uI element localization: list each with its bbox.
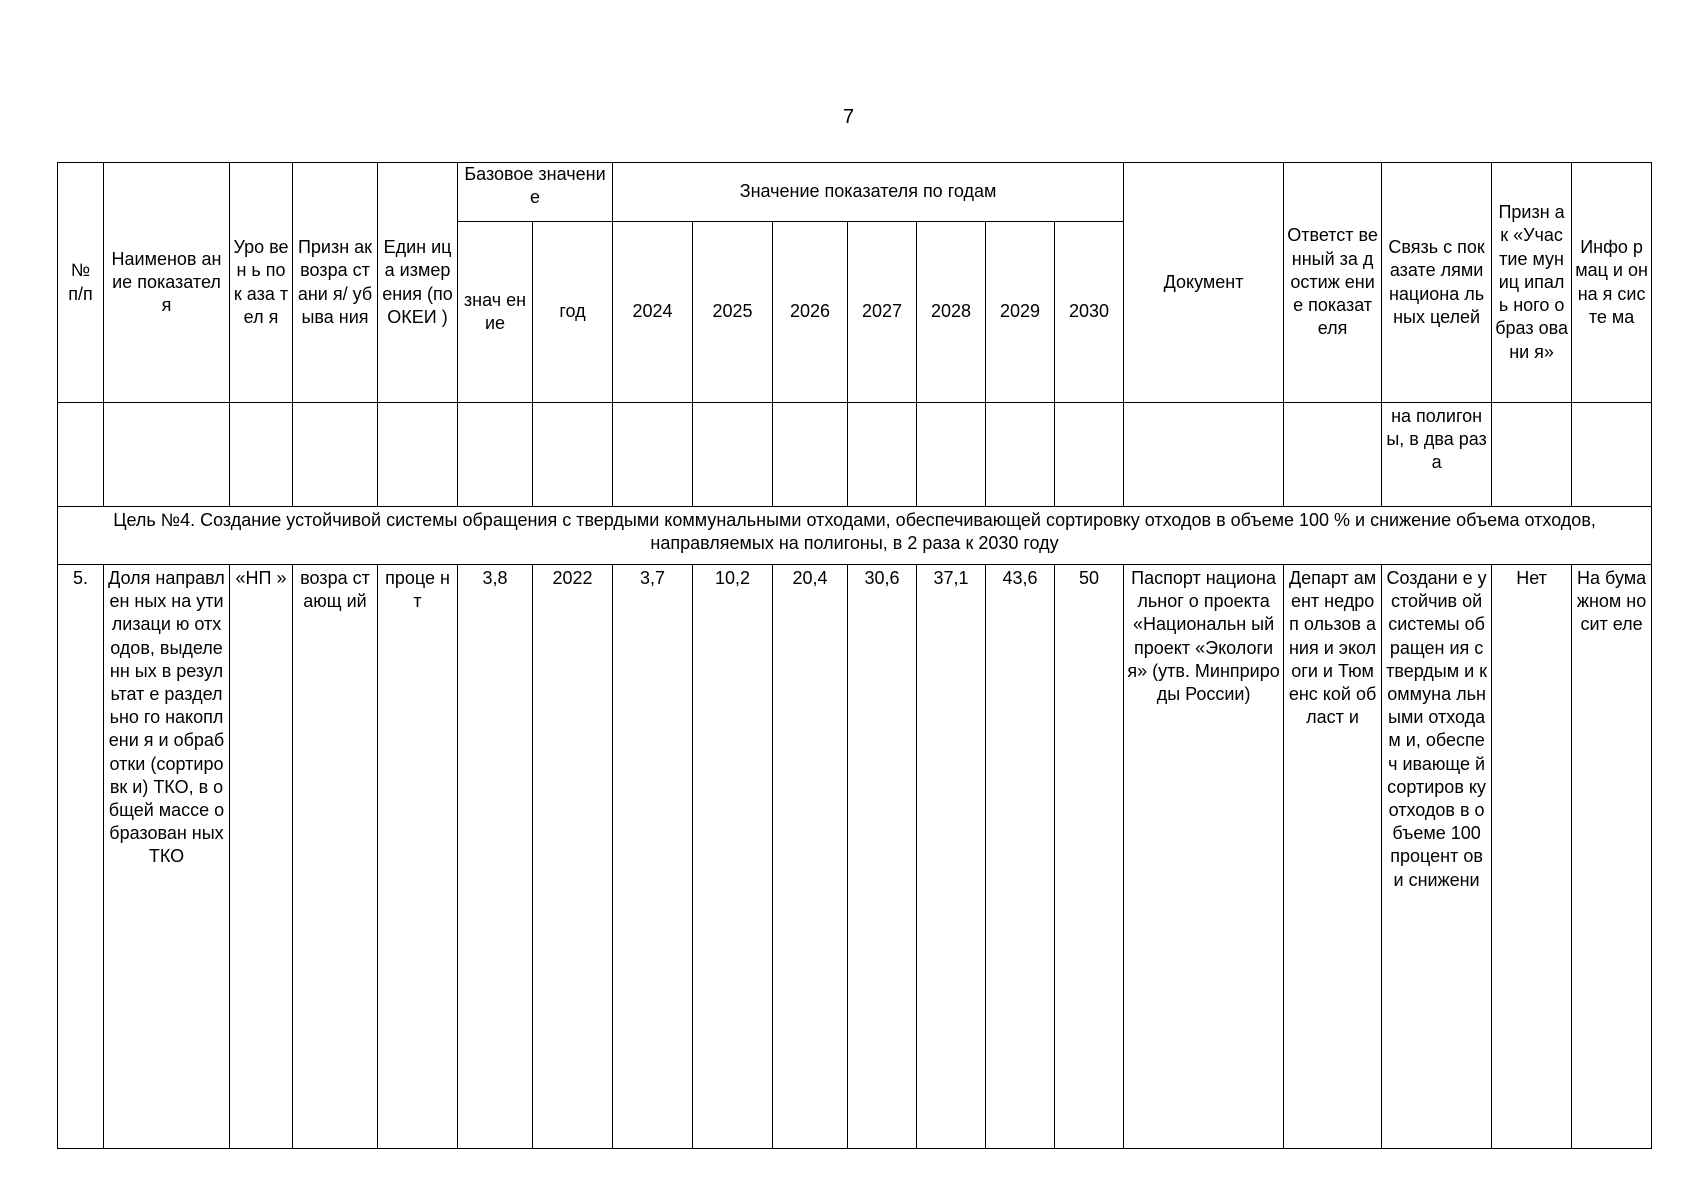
- table-row: [58, 565, 1652, 1149]
- row-link: Создани е устойчив ой системы обращен ия с твердым и коммуна льными отходам и, обеспеч ивающе й сортиров ку отходов в объеме 100 процент ов и снижени: [1382, 565, 1492, 1149]
- row-value-2024: 3,7: [613, 565, 693, 1149]
- cont-cell: [1492, 403, 1572, 507]
- header-level: Уро вен ь пок аза тел я: [230, 163, 293, 403]
- header-sign: Призн ак возра стани я/ убыва ния: [293, 163, 378, 403]
- header-base-year: год: [533, 222, 613, 403]
- cont-cell: [917, 403, 986, 507]
- row-municipal: Нет: [1492, 565, 1572, 1149]
- row-num: 5.: [58, 565, 104, 1149]
- cont-cell: [378, 403, 458, 507]
- header-num: № п/п: [58, 163, 104, 403]
- header-year-2030: 2030: [1055, 222, 1124, 403]
- header-name: Наименов ание показател я: [104, 163, 230, 403]
- cont-cell: [533, 403, 613, 507]
- header-document: Документ: [1124, 163, 1284, 403]
- row-value-2028: 37,1: [917, 565, 986, 1149]
- cont-cell: [1572, 403, 1652, 507]
- goal-row: [58, 507, 1652, 565]
- header-years-group: Значение показателя по годам: [613, 163, 1124, 222]
- row-document: Паспорт национальног о проекта «Национальн ый проект «Экология» (утв. Минприроды России): [1124, 565, 1284, 1149]
- row-info: На бума жном носит еле: [1572, 565, 1652, 1149]
- page-number: 7: [842, 106, 855, 128]
- cont-cell: [986, 403, 1055, 507]
- row-base-year: 2022: [533, 565, 613, 1149]
- cont-cell: [848, 403, 917, 507]
- row-value-2030: 50: [1055, 565, 1124, 1149]
- header-year-2025: 2025: [693, 222, 773, 403]
- header-year-2028: 2028: [917, 222, 986, 403]
- header-unit: Един ица измер ения (по ОКЕИ ): [378, 163, 458, 403]
- cont-cell: [1124, 403, 1284, 507]
- row-name: Доля направлен ных на утилизаци ю отходов, выделенн ых в результат е раздельно го накоплени я и обработки (сортировк и) ТКО, в общей массе образован ных ТКО: [104, 565, 230, 1149]
- cont-cell: [104, 403, 230, 507]
- row-base-value: 3,8: [458, 565, 533, 1149]
- header-link: Связь с показате лями национа льных целей: [1382, 163, 1492, 403]
- header-base: Базовое значение: [458, 163, 613, 222]
- goal-text: Цель №4. Создание устойчивой системы обращения с твердыми коммунальными отходами, обеспечивающей сортировку отходов в объеме 100 % и снижение объема отходов, направляемых на полигоны, в 2 раза к 2030 году: [58, 507, 1652, 565]
- cont-cell: [613, 403, 693, 507]
- cont-link-cell: на полигон ы, в два раза: [1382, 403, 1492, 507]
- row-value-2027: 30,6: [848, 565, 917, 1149]
- header-year-2027: 2027: [848, 222, 917, 403]
- header-base-value: знач ение: [458, 222, 533, 403]
- cont-cell: [1284, 403, 1382, 507]
- cont-cell: [293, 403, 378, 507]
- row-level: «НП »: [230, 565, 293, 1149]
- cont-cell: [458, 403, 533, 507]
- header-year-2029: 2029: [986, 222, 1055, 403]
- row-value-2029: 43,6: [986, 565, 1055, 1149]
- header-municipal: Призн ак «Учас тие муниц ипаль ного образ овани я»: [1492, 163, 1572, 403]
- header-year-2026: 2026: [773, 222, 848, 403]
- indicators-table: [57, 162, 1652, 1149]
- header-info: Инфо рмац и онна я систе ма: [1572, 163, 1652, 403]
- row-unit: проце нт: [378, 565, 458, 1149]
- header-year-2024: 2024: [613, 222, 693, 403]
- row-sign: возра стающ ий: [293, 565, 378, 1149]
- row-value-2025: 10,2: [693, 565, 773, 1149]
- continuation-row: [58, 403, 1652, 507]
- header-responsible: Ответст венный за достиж ение показат еля: [1284, 163, 1382, 403]
- cont-cell: [1055, 403, 1124, 507]
- cont-cell: [230, 403, 293, 507]
- cont-cell: [693, 403, 773, 507]
- row-responsible: Департ амент недроп ользов ания и экологи и Тюменс кой област и: [1284, 565, 1382, 1149]
- cont-cell: [58, 403, 104, 507]
- cont-cell: [773, 403, 848, 507]
- row-value-2026: 20,4: [773, 565, 848, 1149]
